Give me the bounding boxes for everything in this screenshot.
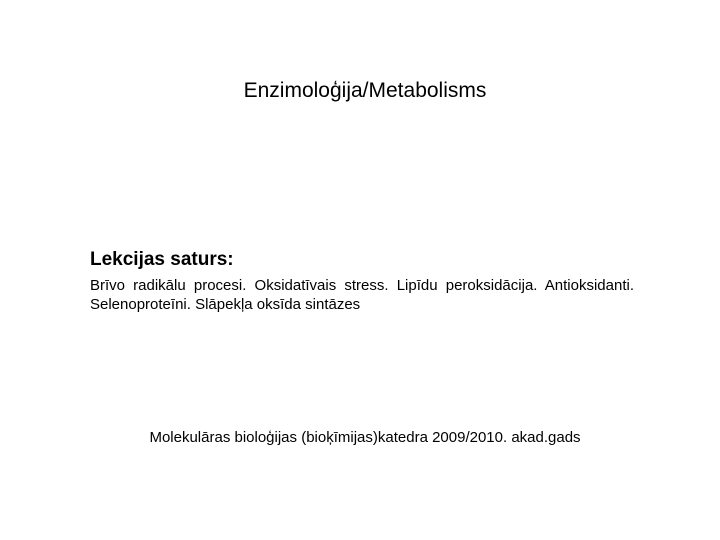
content-body: Brīvo radikālu procesi. Oksidatīvais stress. Lipīdu peroksidācija. Antioksidanti. Selenoproteīni. Slāpekļa oksīda sintāzes	[90, 277, 634, 313]
slide-footer: Molekulāras bioloģijas (bioķīmijas)katedra 2009/2010. akad.gads	[149, 429, 581, 446]
slide-title: Enzimoloģija/Metabolisms	[243, 79, 487, 102]
lecture-content	[90, 248, 634, 314]
content-heading: Lekcijas saturs:	[90, 249, 234, 270]
